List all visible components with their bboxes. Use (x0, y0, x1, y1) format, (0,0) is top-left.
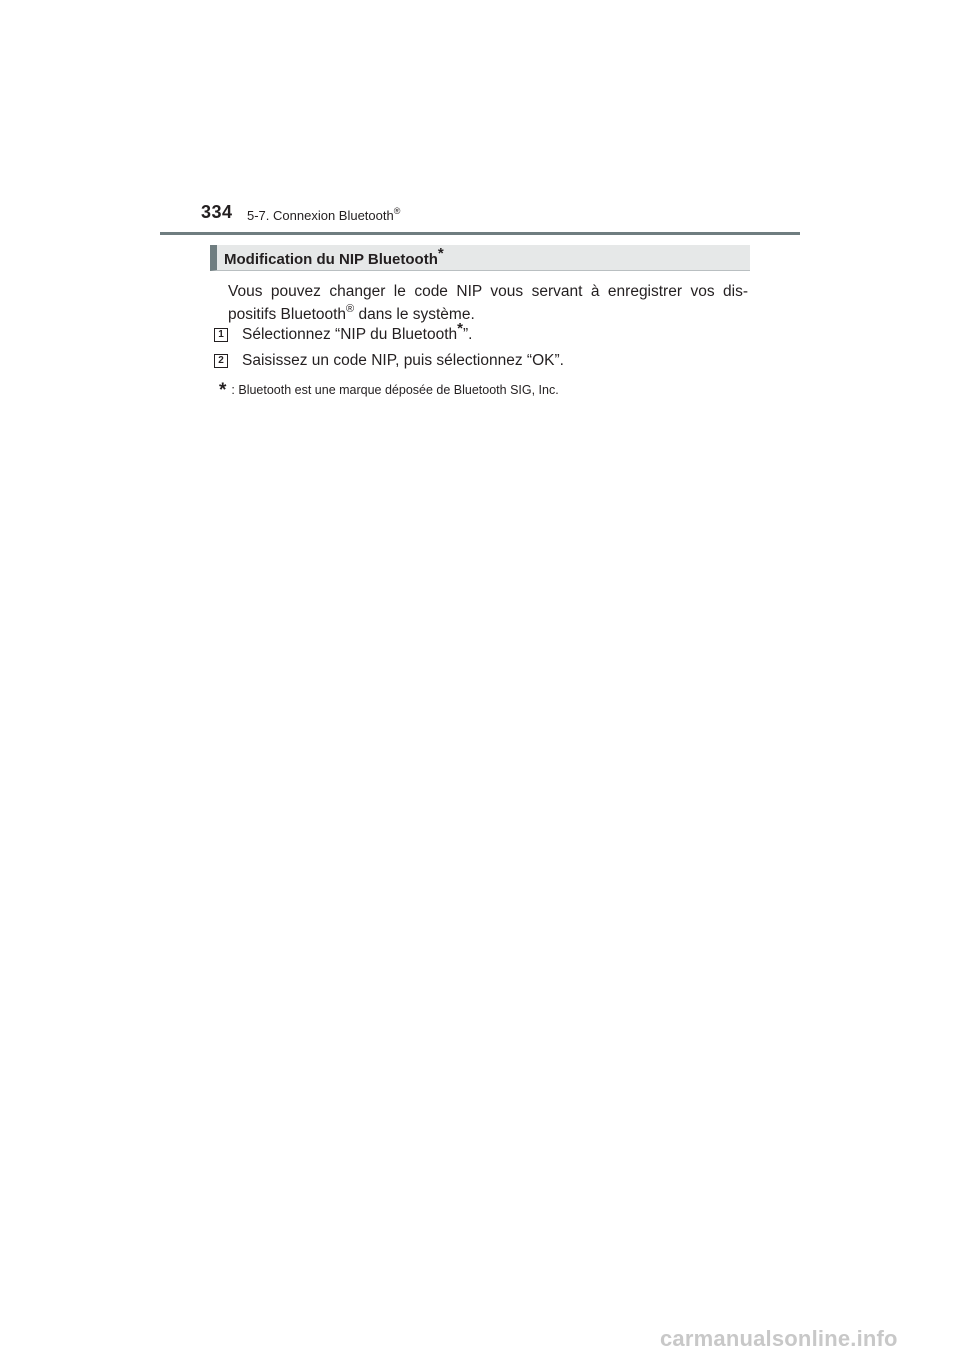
asterisk-mark: * (219, 380, 227, 401)
step-2 (214, 351, 564, 371)
step-text: Saisissez un code NIP, puis sélectionnez “OK”. (242, 352, 564, 369)
page-number: 334 (201, 202, 233, 222)
step-text-pre: Sélectionnez “NIP du Bluetooth (242, 326, 458, 343)
step-text-post: ”. (462, 326, 473, 343)
chapter-title (247, 208, 400, 223)
intro-line-2-pre: positifs Bluetooth (228, 306, 347, 323)
section-title-text: Modification du NIP Bluetooth (224, 251, 438, 268)
intro-line-2-post: dans le système. (354, 306, 475, 323)
header-rule (160, 232, 800, 235)
step-number-badge: 2 (214, 354, 228, 368)
section-header (210, 245, 750, 271)
footnote-text: : Bluetooth est une marque déposée de Bluetooth SIG, Inc. (231, 383, 559, 397)
asterisk-mark: * (437, 245, 444, 262)
intro-line-2 (228, 303, 748, 326)
footnote (219, 380, 559, 402)
intro-line-1: Vous pouvez changer le code NIP vous servant à enregistrer vos dis- (228, 283, 748, 300)
step-text (242, 320, 473, 344)
registered-mark: ® (393, 206, 401, 216)
chapter-title-text: 5-7. Connexion Bluetooth (247, 208, 394, 223)
asterisk-mark: * (457, 320, 463, 337)
step-number-badge: 1 (214, 328, 228, 342)
intro-paragraph (228, 280, 748, 326)
watermark: carmanualsonline.info (660, 1326, 898, 1351)
section-title (224, 245, 444, 268)
registered-mark: ® (346, 303, 355, 315)
step-1 (214, 320, 473, 345)
